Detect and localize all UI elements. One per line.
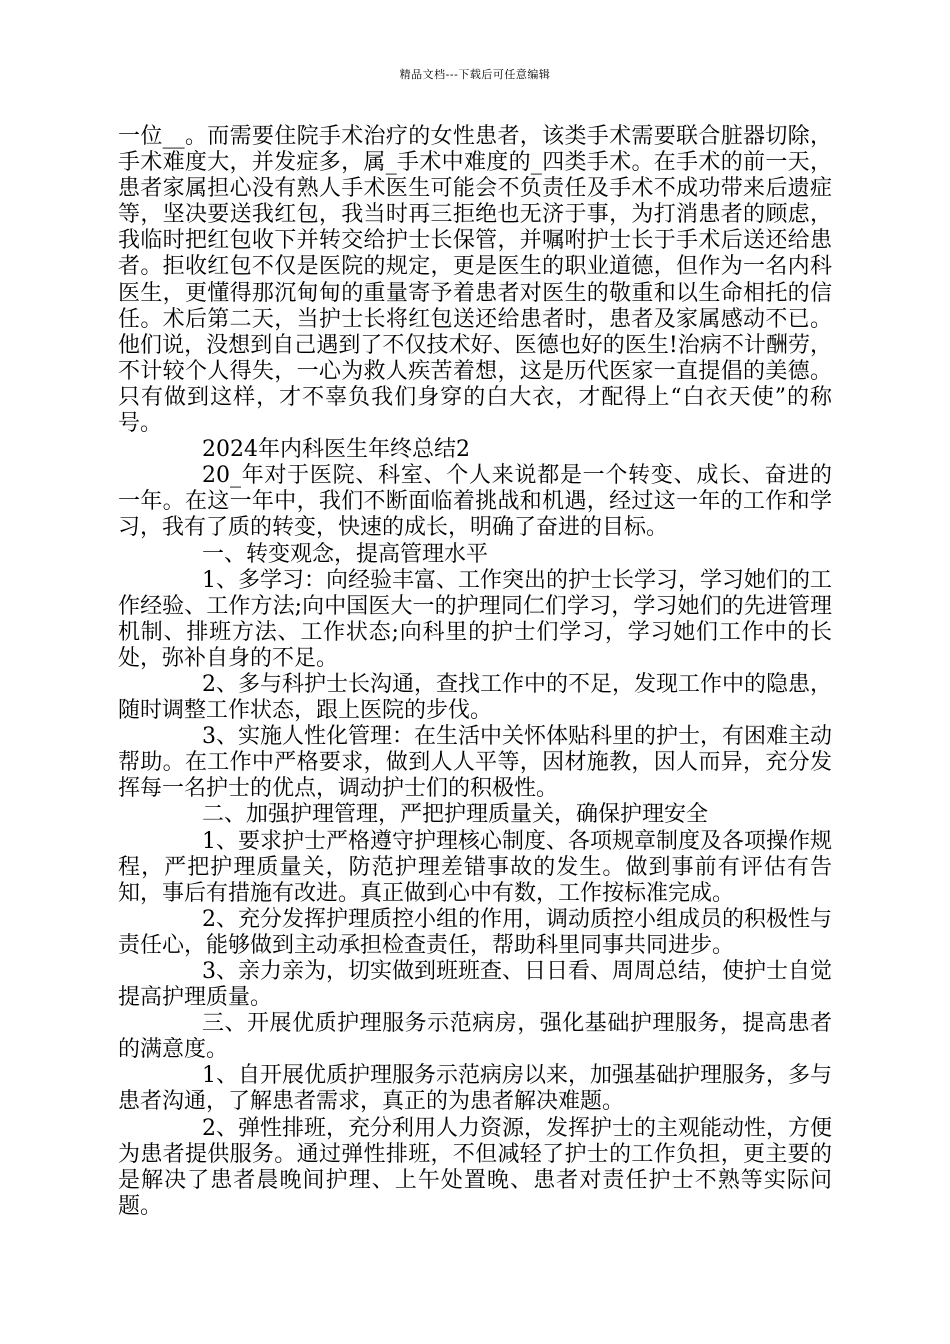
document-body xyxy=(118,124,832,1220)
paragraph: 1、自开展优质护理服务示范病房以来，加强基础护理服务，多与患者沟通，了解患者需求，真正的为患者解决难题。 xyxy=(118,1063,832,1115)
paragraph: 2、多与科护士长沟通，查找工作中的不足，发现工作中的隐患，随时调整工作状态，跟上医院的步伐。 xyxy=(118,671,832,724)
paragraph: 2、充分发挥护理质控小组的作用，调动质控小组成员的积极性与责任心，能够做到主动承担检查责任，帮助科里同事共同进步。 xyxy=(118,906,832,958)
page-header: 精品文档---下载后可任意编辑 xyxy=(399,68,551,81)
paragraph: 1、多学习：向经验丰富、工作突出的护士长学习，学习她们的工作经验、工作方法;向中国医大一的护理同仁们学习，学习她们的先进管理机制、排班方法、工作状态;向科里的护士们学习，学习她们工作中的长处，弥补自身的不足。 xyxy=(118,567,832,671)
paragraph: 2、弹性排班，充分利用人力资源，发挥护士的主观能动性，方便为患者提供服务。通过弹性排班，不但减轻了护士的工作负担，更主要的是解决了患者晨晚间护理、上午处置晚、患者对责任护士不熟等实际问题。 xyxy=(118,1115,832,1219)
paragraph: 3、实施人性化管理：在生活中关怀体贴科里的护士，有困难主动帮助。在工作中严格要求，做到人人平等，因材施教，因人而异，充分发挥每一名护士的优点，调动护士们的积极性。 xyxy=(118,724,832,802)
paragraph: 一位__。而需要住院手术治疗的女性患者，该类手术需要联合脏器切除，手术难度大，并发症多，属_手术中难度的_四类手术。在手术的前一天，患者家属担心没有熟人手术医生可能会不负责任及手术不成功带来后遗症等，坚决要送我红包，我当时再三拒绝也无济于事，为打消患者的顾虑，我临时把红包收下并转交给护士长保管，并嘱咐护士长于手术后送还给患者。拒收红包不仅是医院的规定，更是医生的职业道德，但作为一名内科医生，更懂得那沉甸甸的重量寄予着患者对医生的敬重和以生命相托的信任。术后第二天，当护士长将红包送还给患者时，患者及家属感动不已。他们说，没想到自己遇到了不仅技术好、医德也好的医生!治病不计酬劳，不计较个人得失，一心为救人疾苦着想，这是历代医家一直提倡的美德。只有做到这样，才不辜负我们身穿的白大衣，才配得上“白衣天使”的称号。 xyxy=(118,124,832,437)
section-heading: 二、加强护理管理，严把护理质量关，确保护理安全 xyxy=(202,802,709,828)
section-heading: 三、开展优质护理服务示范病房，强化基础护理服务，提高患者的满意度。 xyxy=(118,1011,832,1063)
paragraph: 20_年对于医院、科室、个人来说都是一个转变、成长、奋进的一年。在这一年中，我们不断面临着挑战和机遇，经过这一年的工作和学习，我有了质的转变，快速的成长，明确了奋进的目标。 xyxy=(118,463,832,541)
paragraph: 3、亲力亲为，切实做到班班查、日日看、周周总结，使护士自觉提高护理质量。 xyxy=(118,959,832,1011)
section-title: 2024年内科医生年终总结2 xyxy=(202,437,470,463)
section-heading: 一、转变观念，提高管理水平 xyxy=(202,541,489,567)
paragraph: 1、要求护士严格遵守护理核心制度、各项规章制度及各项操作规程，严把护理质量关，防范护理差错事故的发生。做到事前有评估有告知，事后有措施有改进。真正做到心中有数，工作按标准完成。 xyxy=(118,828,832,906)
